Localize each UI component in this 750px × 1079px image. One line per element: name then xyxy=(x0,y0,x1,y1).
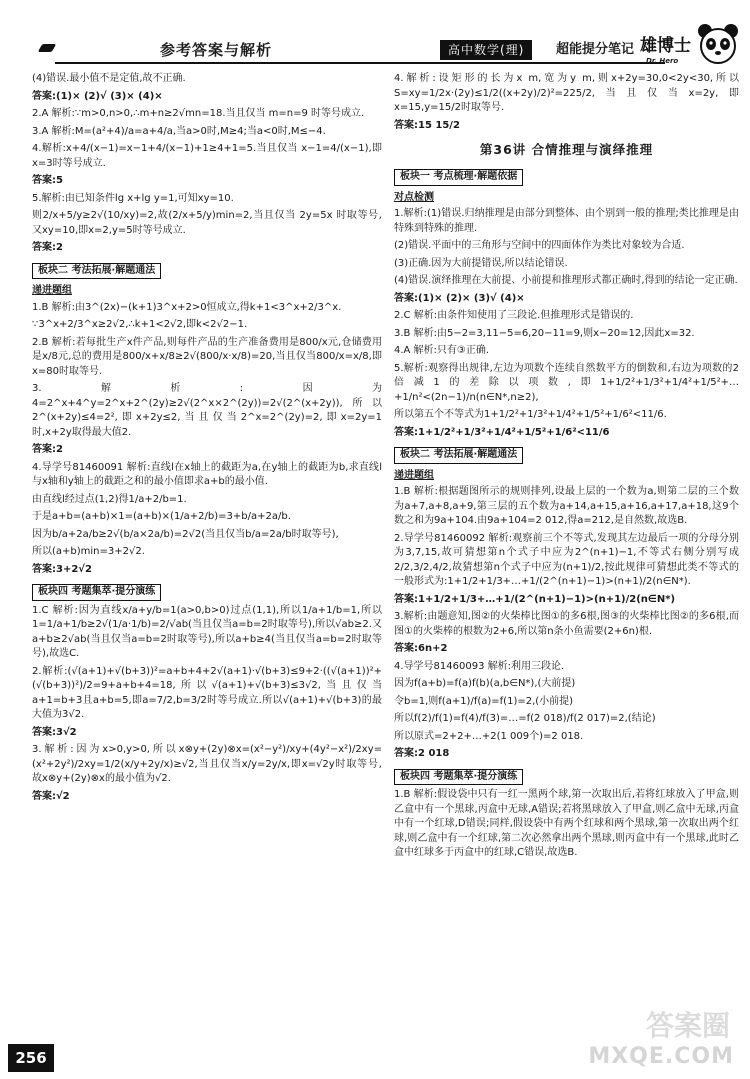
solution-item: 1.解析:(1)错误.归纳推理是由部分到整体、由个别到一般的推理;类比推理是由特殊到特殊的推理. xyxy=(394,208,739,234)
solution-item: 所以第五个不等式为1+1/2²+1/3²+1/4²+1/5²+1/6²<11/6. xyxy=(394,409,667,421)
panda-icon xyxy=(696,22,740,66)
solution-item: 5.解析:观察得出规律,左边为项数个连续自然数平方的倒数和,右边为项数的2倍减1的差除以项数,即1+1/2²+1/3²+1/4²+1/5²+…+1/n²<(2n−1)/n(n∈N*,n≥2), xyxy=(394,362,739,403)
solution-item: (2)错误.平面中的三角形与空间中的四面体作为类比对象较为合适. xyxy=(394,240,685,252)
watermark-en: MXQE.COM xyxy=(588,1044,734,1070)
subsection-heading: 对点检测 xyxy=(394,191,434,203)
solution-item: 4.解析:x+4/(x−1)=x−1+4/(x−1)+1≥4+1=5.当且仅当 x−1=4/(x−1),即x=3时等号成立. xyxy=(32,143,382,169)
solution-item: 令b=1,则f(a+1)/f(a)=f(1)=2,(小前提) xyxy=(394,695,574,707)
solution-item: 4.A 解析:只有③正确. xyxy=(394,345,490,357)
page-number: 256 xyxy=(8,1044,54,1072)
solution-item: ∵3^x+2/3^x≥2√2,∴k+1<2√2,即k<2√2−1. xyxy=(32,319,248,330)
subsection-heading: 递进题组 xyxy=(32,285,72,296)
section-heading: 板块四 考题集萃·提分演练 xyxy=(394,769,523,786)
solution-item: 2.解析:(√(a+1)+√(b+3))²=a+b+4+2√(a+1)·√(b+3)≤9+2·((√(a+1))²+(√(b+3))²)/2=9+a+b+4=18,所以√(a+1)+√(b+3)≤3√2,当且仅当a+1=b+3且a+b=5,即a=7/2,b=3/2时等号成立.所以√(a+1)+√(b+3)的最大值为3√2. xyxy=(32,665,382,720)
right-column xyxy=(394,72,739,1032)
answer-line: 答案:6n+2 xyxy=(394,643,448,655)
logo-subtext: Dr. Hero xyxy=(646,57,679,65)
logo-text: 雄博士 xyxy=(640,36,691,56)
solution-item: 所以(a+b)min=3+2√2. xyxy=(32,546,145,557)
pen-icon xyxy=(38,44,57,52)
answer-line: 答案:1+1/2+1/3+…+1/(2^(n+1)−1)>(n+1)/2(n∈N*) xyxy=(394,593,676,605)
answer-line: 答案:2 018 xyxy=(394,748,450,760)
section-heading: 板块一 考点梳理·解题依据 xyxy=(394,169,523,186)
solution-item: 3.A 解析:M=(a²+4)/a=a+4/a,当a>0时,M≥4;当a<0时,M≤−4. xyxy=(32,125,326,137)
header-section-title: 参考答案与解析 xyxy=(160,41,273,59)
brand-logo xyxy=(640,22,740,66)
solution-item: 3.解析:由题意知,图②的火柴棒比图①的多6根,图③的火柴棒比图②的多6根,而图①的火柴棒的根数为2+6,所以第n条小鱼需要(2+6n)根. xyxy=(394,611,739,637)
watermark xyxy=(590,1000,740,1075)
solution-item: 1.B 解析:假设袋中只有一红一黑两个球,第一次取出后,若将红球放入了甲盒,则乙盒中有一个黑球,丙盒中无球,A错误;若将黑球放入了甲盒,则乙盒中无球,丙盒中有一个红球,D错误;同样,假设袋中有两个红球和两个黑球,第一次取出两个红球,则乙盒中有一个红球,第二次必然拿出两个黑球,则丙盒中有一个黑球,此时乙盒中红球多于丙盒中的红球,C错误,故选B. xyxy=(394,789,739,859)
section-heading: 板块四 考题集萃·提分演练 xyxy=(32,584,161,601)
solution-item: 3.解析:因为4=2^x+4^y=2^x+2^(2y)≥2√(2^x×2^(2y))=2√(2^(x+2y)),所以2^(x+2y)≤4=2²,即x+2y≤2,当且仅当2^x=2^(2y)=2,即x=2y=1时,x+2y取得最大值2. xyxy=(32,383,382,438)
solution-item: 2.B 解析:若每批生产x件产品,则每件产品的生产准备费用是800/x元,仓储费用是x/8元,总的费用是800/x+x/8≥2√(800/x·x/8)=20,当且仅当800/x=x/8,即x=80时取等号. xyxy=(32,336,382,377)
solution-item: 2.A 解析:∵m>0,n>0,∴m+n≥2√mn=18.当且仅当 m=n=9 时等号成立. xyxy=(32,108,365,119)
header-rule xyxy=(55,62,665,64)
solution-item: (4)错误.演绎推理在大前提、小前提和推理形式都正确时,得到的结论一定正确. xyxy=(394,275,738,287)
solution-item: 5.解析:由已知条件lg x+lg y=1,可知xy=10. xyxy=(32,192,234,204)
solution-item: 1.B 解析:由3^(2x)−(k+1)3^x+2>0恒成立,得k+1<3^x+2/3^x. xyxy=(32,301,342,313)
answer-line: 答案:2 xyxy=(32,242,63,253)
solution-item: 3.B 解析:由5−2=3,11−5=6,20−11=9,则x−20=12,因此x=32. xyxy=(394,327,695,339)
solution-item: 1.C 解析:因为直线x/a+y/b=1(a>0,b>0)过点(1,1),所以1/a+1/b=1,所以1=1/a+1/b≥2√(1/a·1/b)=2/√ab(当且仅当a=b=2时取等号),所以√ab≥2.又a+b≥2√ab(当且仅当a=b=2时取等号),所以a+b≥4(当且仅当a=b=2时取等号),故选C. xyxy=(32,604,382,659)
solution-item: 1.B 解析:根据题图所示的规则排列,设最上层的一个数为a,则第二层的三个数为a+7,a+8,a+9,第三层的五个数为a+14,a+15,a+16,a+17,a+18,这9个数之和为9a+104.由9a+104=2 012,得a=212,是自然数,故选B. xyxy=(394,486,739,527)
answer-line: 答案:3+2√2 xyxy=(32,563,92,575)
solution-item: 则2/x+5/y≥2√(10/xy)=2,故(2/x+5/y)min=2,当且仅当 2y=5x 时取等号,又xy=10,即x=2,y=5时等号成立. xyxy=(32,210,382,236)
answer-line: 答案:2 xyxy=(32,444,63,455)
solution-item: 所以f(2)/f(1)=f(4)/f(3)=…=f(2 018)/f(2 017)=2,(结论) xyxy=(394,713,656,725)
answer-line: 答案:√2 xyxy=(32,790,70,802)
subject-tag: 高中数学(理) xyxy=(440,40,532,60)
solution-item: (3)正确.因为大前提错误,所以结论错误. xyxy=(394,257,568,269)
solution-item: 由直线l经过点(1,2)得1/a+2/b=1. xyxy=(32,493,187,505)
series-name: 超能提分笔记 xyxy=(556,42,635,57)
section-heading: 板块二 考法拓展·解题通法 xyxy=(32,263,161,280)
answer-line: 答案:15 15/2 xyxy=(394,119,460,131)
solution-item: 所以原式=2+2+…+2(1 009个)=2 018. xyxy=(394,730,584,742)
solution-item: 4.导学号81460091 解析:直线l在x轴上的截距为a,在y轴上的截距为b,求直线l与x轴和y轴上的截距之和的最小值即求a+b的最小值. xyxy=(32,461,382,487)
section-heading: 板块二 考法拓展·解题通法 xyxy=(394,447,523,464)
solution-item: 4.解析:设矩形的长为x m,宽为y m,则x+2y=30,0<2y<30,所以S=xy=1/2x·(2y)≤1/2((x+2y)/2)²=225/2,当且仅当x=2y,即x=15,y=15/2时取等号. xyxy=(394,73,739,113)
answer-line: 答案:1+1/2²+1/3²+1/4²+1/5²+1/6²<11/6 xyxy=(394,426,610,438)
solution-item: 因为b/a+2a/b≥2√(b/a×2a/b)=2√2(当且仅当b/a=2a/b时取等号), xyxy=(32,528,339,540)
left-column xyxy=(32,72,382,1032)
page-header xyxy=(0,0,750,70)
solution-item: 2.导学号81460092 解析:观察前三个不等式,发现其左边最后一项的分母分别为3,7,15,故可猜想第n个式子中应为2^(n+1)−1,不等式右侧分别写成2/2,3/2,4/2,故猜想第n个式子中应为(n+1)/2,按此规律可猜想此类不等式的一般形式为:1+1/2+1/3+…+1/(2^(n+1)−1)>(n+1)/2(n∈N*). xyxy=(394,532,739,588)
solution-item: 2.C 解析:由条件知使用了三段论.但推理形式是错误的. xyxy=(394,310,634,322)
answer-line: 答案:(1)× (2)× (3)√ (4)× xyxy=(394,292,525,304)
answer-line: 答案:(1)× (2)√ (3)× (4)× xyxy=(32,90,163,102)
text-line: (4)错误.最小值不是定值,故不正确. xyxy=(32,73,186,84)
solution-item: 3.解析:因为x>0,y>0,所以x⊗y+(2y)⊗x=(x²−y²)/xy+(4y²−x²)/2xy=(x²+2y²)/2xy=1/2(x/y+2y/x)≥√2,当且仅当x/y=2y/x,即x=√2y时取等号,故x⊗y+(2y)⊗x的最小值为√2. xyxy=(32,744,382,784)
watermark-cn: 答案圈 xyxy=(645,1009,730,1042)
subsection-heading: 递进题组 xyxy=(394,469,434,481)
solution-item: 4.导学号81460093 解析:利用三段论. xyxy=(394,660,565,672)
answer-line: 答案:5 xyxy=(32,175,63,186)
solution-item: 于是a+b=(a+b)×1=(a+b)×(1/a+2/b)=3+b/a+2a/b. xyxy=(32,511,291,522)
answer-line: 答案:3√2 xyxy=(32,726,77,738)
solution-item: 因为f(a+b)=f(a)f(b)(a,b∈N*),(大前提) xyxy=(394,678,576,690)
lecture-title: 第36讲 合情推理与演绎推理 xyxy=(479,142,654,157)
